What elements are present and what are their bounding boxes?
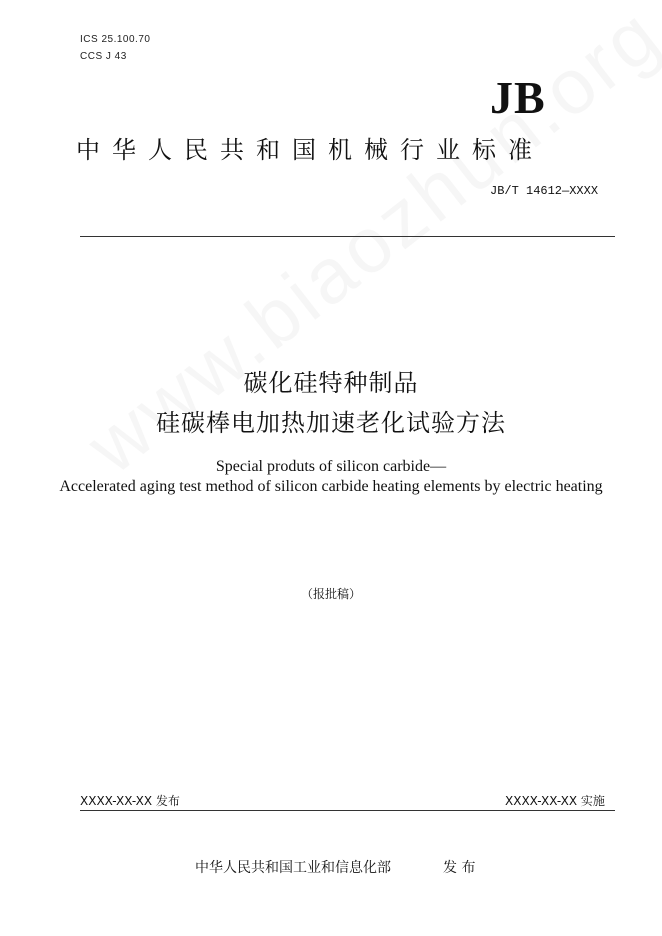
issuer-action: 发 布: [443, 860, 476, 876]
title-en-line2: Accelerated aging test method of silicon carbide heating elements by electric heating: [59, 478, 603, 495]
issuer-name: 中华人民共和国工业和信息化部: [195, 860, 391, 876]
ics-code: ICS 25.100.70: [80, 34, 151, 45]
publish-date: XXXX-XX-XX 发布: [80, 794, 180, 808]
title-zh-line2: 硅碳棒电加热加速老化试验方法: [156, 409, 506, 437]
jb-logo: JB: [490, 72, 546, 123]
implement-date: XXXX-XX-XX 实施: [505, 794, 605, 808]
title-en-line1: Special produts of silicon carbide—: [215, 458, 447, 475]
title-zh-line1: 碳化硅特种制品: [243, 369, 419, 397]
standard-number: JB/T 14612—XXXX: [490, 184, 599, 198]
ccs-code: CCS J 43: [80, 51, 127, 62]
header-divider: [80, 236, 615, 237]
footer-divider: [80, 810, 615, 811]
draft-stage: （报批稿）: [300, 587, 361, 601]
standard-category: 中华人民共和国机械行业标准: [76, 136, 544, 164]
